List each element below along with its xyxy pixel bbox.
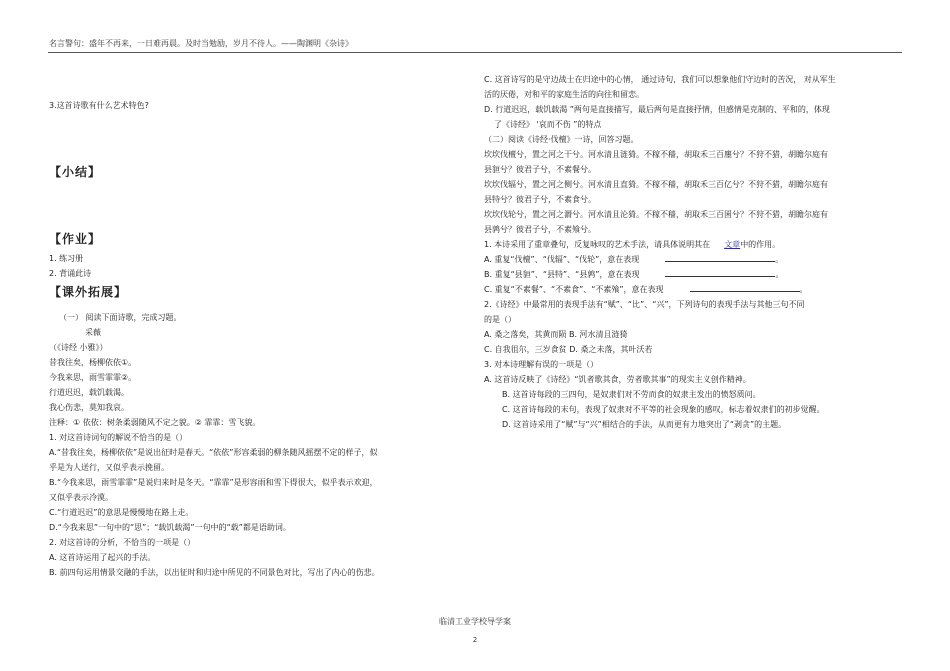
option-c-cont: 活的厌倦，对和平的家庭生活的向往和留恋。: [484, 90, 644, 99]
q1-option-b: B. 重复“县貆”、“县特”、“县鹑”，意在表现 。: [484, 267, 884, 282]
part2-intro: （二）阅读《诗经·伐檀》一诗，回答习题。: [484, 135, 639, 144]
poem-line: 县鹑兮？彼君子兮，不素飧兮。: [484, 225, 596, 234]
poem-line: 我心伤悲，莫知我哀。: [49, 403, 129, 412]
q2-option-a: A. 这首诗运用了起兴的手法。: [49, 553, 156, 562]
question-3: 3. 对本诗理解有误的一项是（）: [484, 360, 599, 369]
answer-blank: [665, 267, 775, 277]
q1-option-a: A.“昔我往矣，杨柳依依”是说出征时是春天。“依依”形容柔弱的柳条随风摇摆不定的样子，似: [49, 448, 378, 457]
part1-intro: （一） 阅读下面诗歌，完成习题。: [59, 313, 182, 322]
homework-heading: 【作业】: [49, 232, 102, 246]
poem-source: （《诗经 小雅》）: [49, 343, 108, 352]
poem-line: 坎坎伐檀兮，置之河之干兮。河水清且涟猗。不稼不穑，胡取禾三百廛兮？不狩不猎，胡瞻尔庭有: [484, 150, 828, 159]
q2-option-b: B. 前四句运用情景交融的手法，以出征时和归途中所见的不同景色对比，写出了内心的伤悲。: [49, 568, 380, 577]
extension-heading: 【课外拓展】: [49, 285, 128, 299]
homework-item: 1. 练习册: [49, 254, 84, 263]
option-d-cont: 了《诗经》 '哀而不伤 ”的特点: [494, 120, 602, 129]
question-2-cont: 的是（）: [484, 315, 516, 324]
q1-text-end: 中的作用。: [740, 240, 781, 249]
poem-line: 坎坎伐轮兮，置之河之漘兮。河水清且沦猗。不稼不穑，胡取禾三百囷兮？不狩不猎，胡瞻尔庭有: [484, 210, 828, 219]
poem-line: 县貆兮？彼君子兮，不素餐兮。: [484, 165, 596, 174]
option-c: C. 这首诗写的是守边战士在归途中的心情， 通过诗句，我们可以想象他们守边时的苦况， 对从军生: [484, 75, 836, 84]
header-motto: 名言警句：盛年不再来，一日难再晨。及时当勉励，岁月不待人。——陶渊明《杂诗》: [49, 39, 353, 48]
q1-option-a: A. 重复“伐檀”、“伐辐”、“伐轮”，意在表现 。: [484, 252, 884, 267]
q1-text: 1. 本诗采用了重章叠句，反复咏叹的艺术手法，请具体说明其在: [484, 240, 711, 249]
page-number: 2: [472, 636, 478, 644]
q2-options-ab: A. 桑之落矣，其黄而陨 B. 河水清且涟猗: [484, 330, 628, 339]
footer-text: 临清工业学校导学案: [439, 617, 511, 626]
q3-option-d: D. 这首诗采用了“赋”与“兴”相结合的手法，从而更有力地突出了“剥贪”的主题。: [502, 420, 787, 429]
poem-title: 采薇: [85, 328, 101, 337]
q3-option-b: B. 这首诗每段的三四句，是奴隶们对不劳而食的奴隶主发出的愤怒质问。: [502, 390, 761, 399]
right-column: [484, 72, 884, 432]
option-d: D. 行道迟迟，载饥载渴 ”两句是直接描写，最后两句是直接抒情，但感情是克制的、平和的，体现: [484, 105, 830, 114]
q3-option-a: A. 这首诗反映了《诗经》“饥者歌其食，劳者歌其事”的现实主义创作精神。: [484, 375, 751, 384]
homework-item: 2. 背诵此诗: [49, 269, 92, 278]
q1-option-c: C.“行道迟迟”的意思是慢慢地在路上走。: [49, 508, 194, 517]
q1-option-b-cont: 又似乎表示冷漠。: [49, 493, 113, 502]
question-3: 3.这首诗歌有什么艺术特色?: [49, 101, 149, 110]
summary-heading: 【小结】: [49, 165, 102, 179]
question-2: 2. 对这首诗的分析，不恰当的一项是（）: [49, 538, 196, 547]
poem-line: 昔我往矣，杨柳依依①。: [49, 358, 137, 367]
q1-option-c: C. 重复“不素餐”、“不素食”、“不素飧”，意在表现 。: [484, 282, 884, 297]
header-divider: [48, 52, 902, 53]
q1-option-d: D.“今我来思”一句中的“思”；“载饥载渴”一句中的“载”都是语助词。: [49, 523, 291, 532]
poem-line: 县特兮？彼君子兮，不素食兮。: [484, 195, 596, 204]
left-column: [49, 98, 449, 580]
question-2: 2.《诗经》中最常用的表现手法有“赋”、“比”、“兴”，下列诗句的表现手法与其他三句不同: [484, 300, 805, 309]
poem-line: 坎坎伐辐兮，置之河之侧兮。河水清且直猗。不稼不穑，胡取禾三百亿兮？不狩不猎，胡瞻尔庭有: [484, 180, 828, 189]
question-1: 1. 对这首诗词句的解说不恰当的是（）: [49, 433, 188, 442]
poem-line: 今我来思，雨雪霏霏②。: [49, 373, 137, 382]
q2-options-cd: C. 自我徂尔，三岁食贫 D. 桑之未落，其叶沃若: [484, 345, 653, 354]
question-1: [484, 237, 884, 252]
poem-note: 注释：① 依依：树条柔弱随风不定之貌。② 霏霏：雪飞貌。: [49, 418, 261, 427]
q1-option-b: B.“今我来思，雨雪霏霏”是说归来时是冬天。“霏霏”是形容雨和雪下得很大，似乎表示欢迎，: [49, 478, 378, 487]
article-link[interactable]: 文章: [724, 240, 741, 249]
answer-blank: [665, 252, 775, 262]
poem-line: 行道迟迟，载饥载渴。: [49, 388, 129, 397]
answer-blank: [690, 282, 800, 292]
q1-option-a-cont: 乎是为人送行，又似乎表示挽留。: [49, 463, 169, 472]
q3-option-c: C. 这首诗每段的末句，表现了奴隶对不平等的社会现象的感叹，标志着奴隶们的初步觉醒。: [502, 405, 825, 414]
